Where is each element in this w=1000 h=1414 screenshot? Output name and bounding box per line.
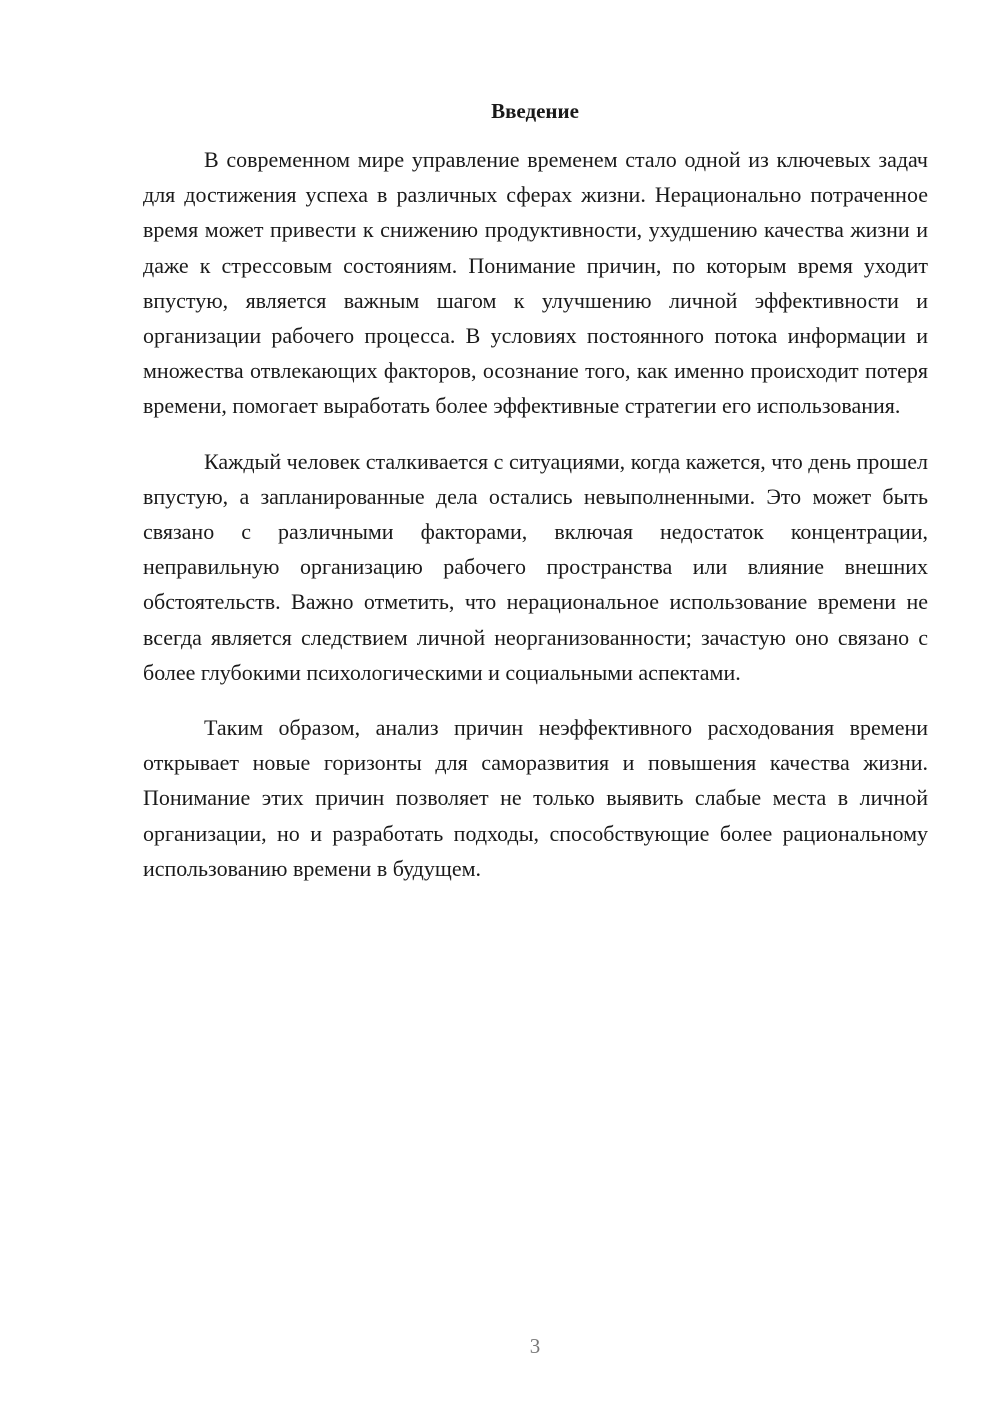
page-number: 3 — [529, 1334, 541, 1358]
body-text — [143, 142, 928, 906]
paragraph-3: Таким образом, анализ причин неэффективного расходования времени открывает новые горизонты для саморазвития и повышения качества жизни. Понимание этих причин позволяет не только выявить слабые места в личной организации, но и разработать подходы, способствующие более рациональному использованию времени в будущем. — [143, 715, 928, 881]
paragraph-1: В современном мире управление временем стало одной из ключевых задач для достижения успеха в различных сферах жизни. Нерационально потраченное время может привести к снижению продуктивности, ухудшению качества жизни и даже к стрессовым состояниям. Понимание причин, по которым время уходит впустую, является важным шагом к улучшению личной эффективности и организации рабочего процесса. В условиях постоянного потока информации и множества отвлекающих факторов, осознание того, как именно происходит потеря времени, помогает выработать более эффективные стратегии его использования. — [143, 147, 928, 419]
paragraph-2: Каждый человек сталкивается с ситуациями, когда кажется, что день прошел впустую, а запланированные дела остались невыполненными. Это может быть связано с различными факторами, включая недостаток концентрации, неправильную организацию рабочего пространства или влияние внешних обстоятельств. Важно отметить, что нерациональное использование времени не всегда является следствием личной неорганизованности; зачастую оно связано с более глубокими психологическими и социальными аспектами. — [143, 448, 928, 685]
section-heading: Введение — [491, 99, 579, 123]
